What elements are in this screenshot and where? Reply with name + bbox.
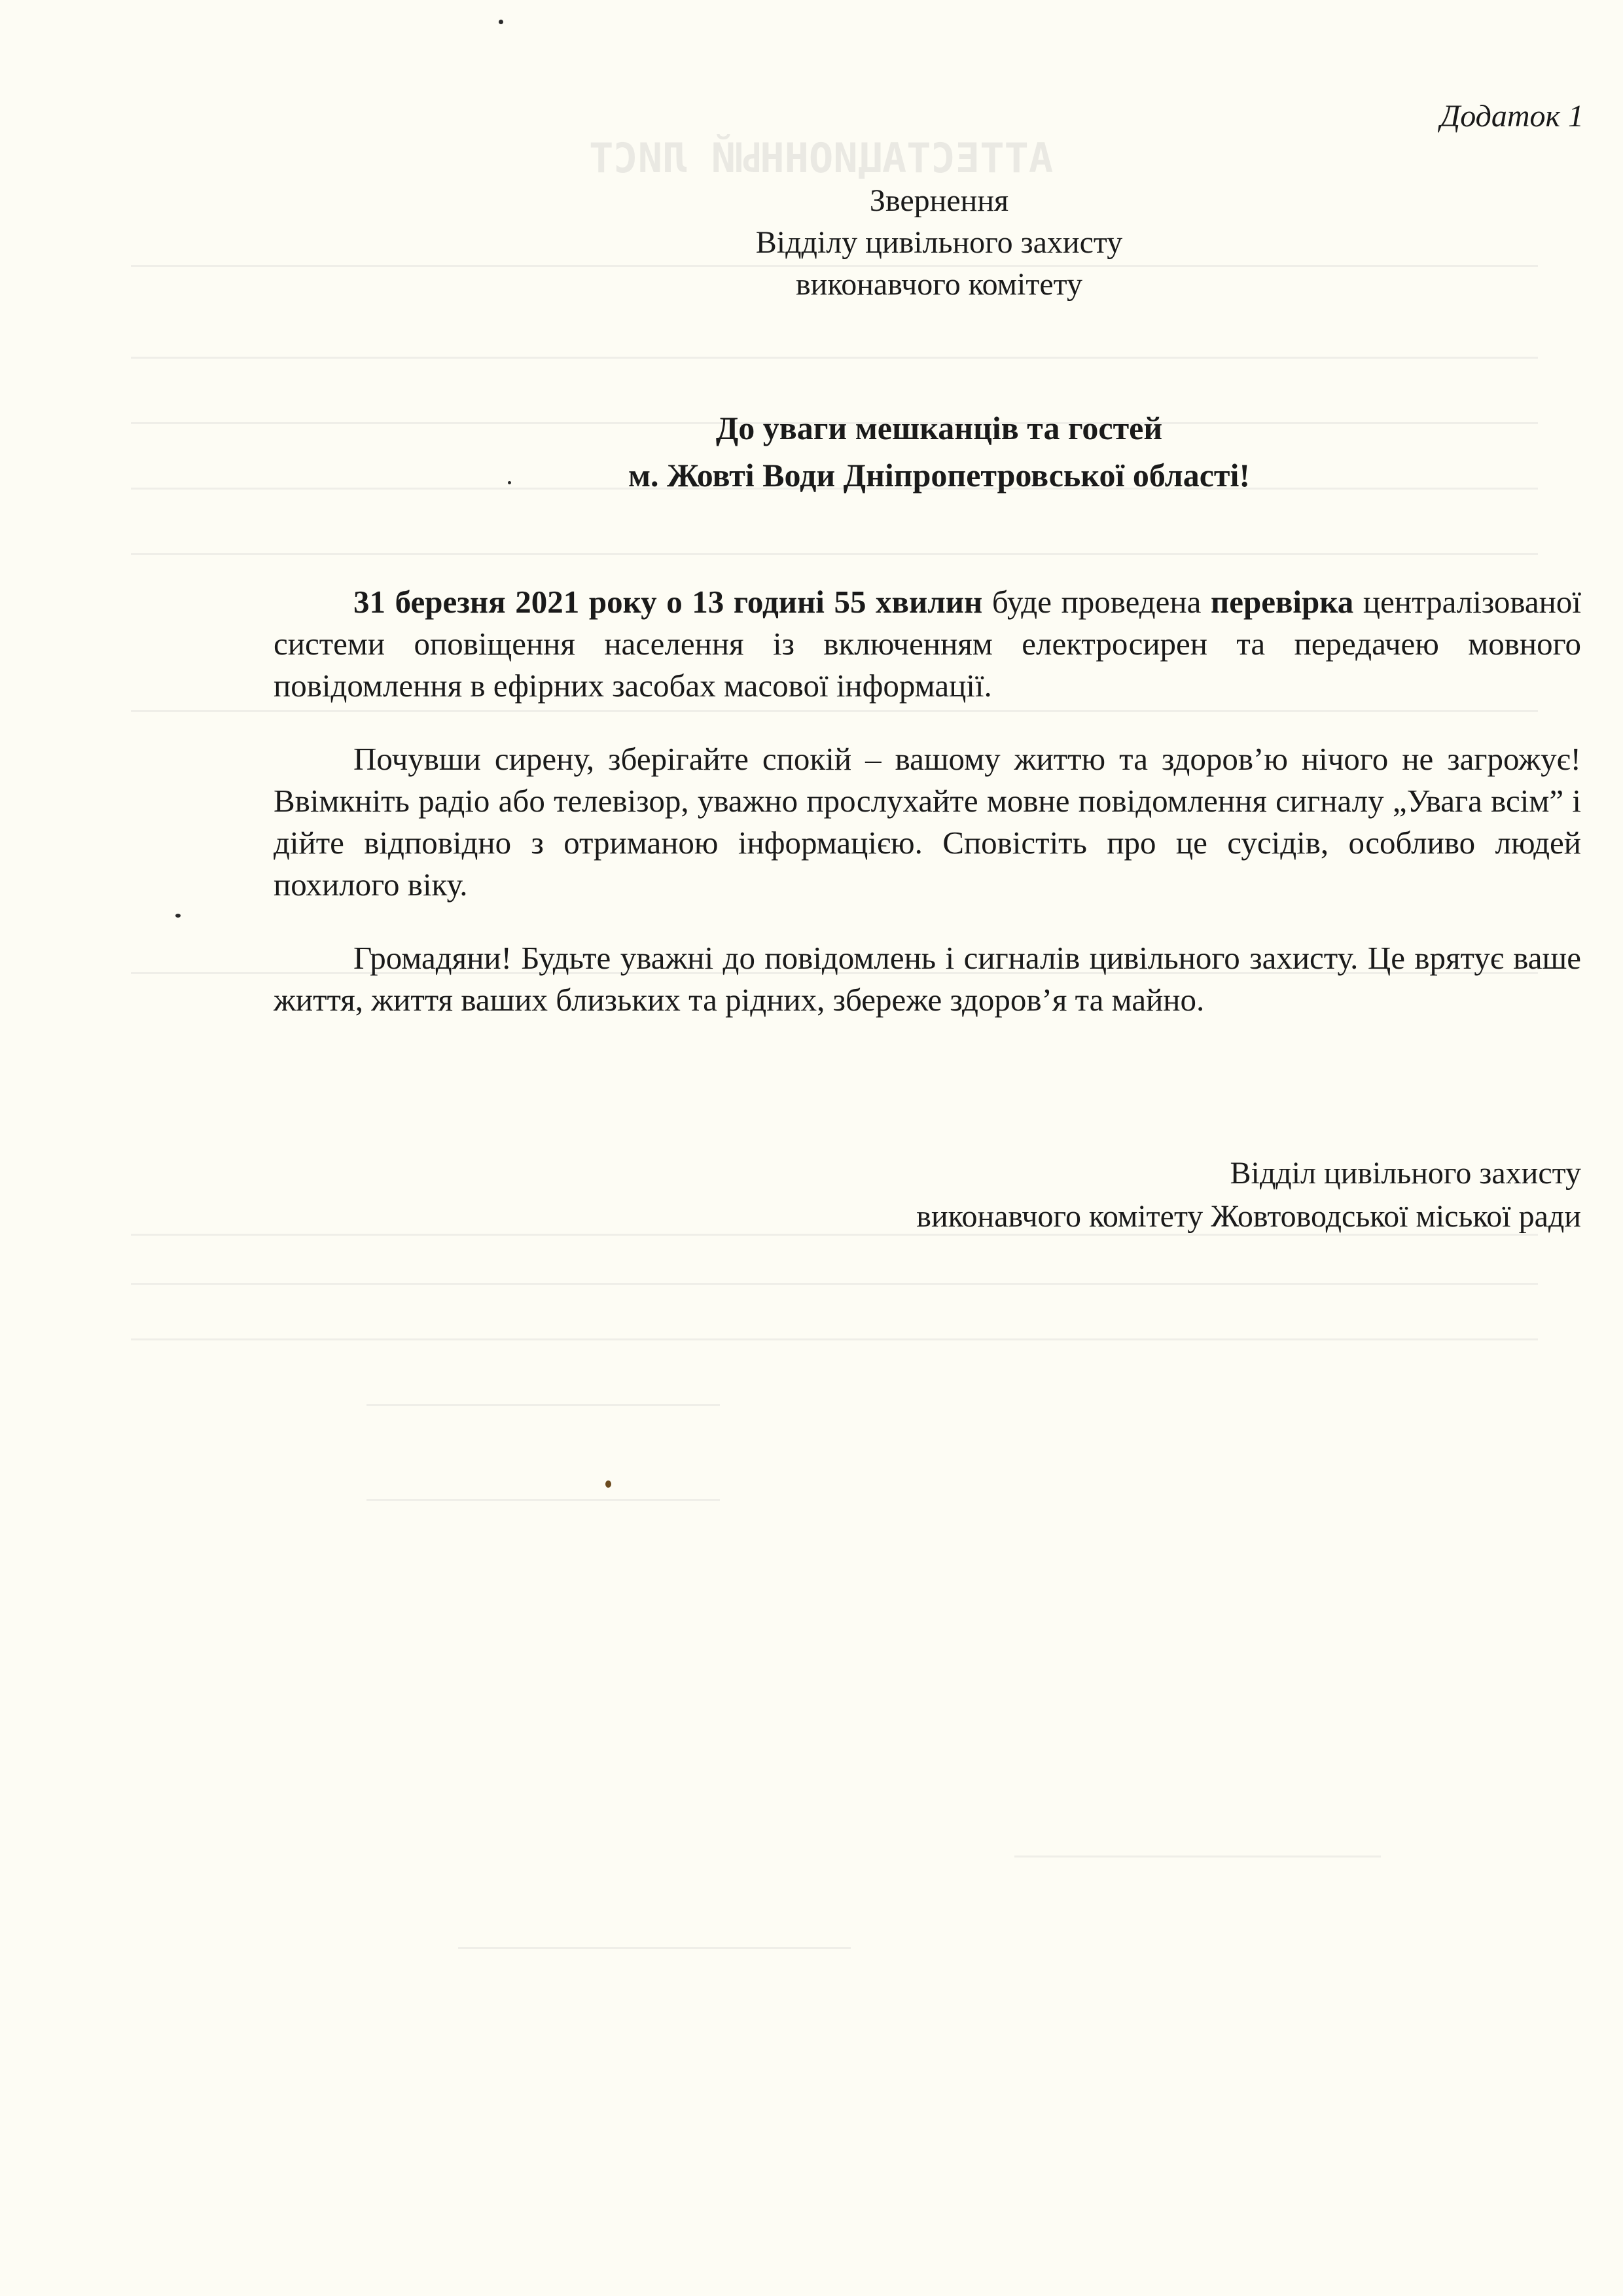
paragraph-appeal: Громадяни! Будьте уважні до повідомлень і сигналів цивільного захисту. Це врятує ваше життя, життя ваших близьких та рідних, збереже здоров’я та майно. [274,940,1581,1018]
addendum-label: Додаток 1 [1440,99,1584,134]
paragraph-siren-check [274,581,1581,707]
scan-speck [175,914,181,918]
ghost-rule [366,1499,720,1501]
ghost-rule [131,553,1538,555]
signature-line: Відділ цивільного захисту [1230,1156,1581,1191]
announcement-body [274,581,1581,1052]
paragraph-text: буде проведена [982,584,1211,620]
signature-block [916,1152,1581,1238]
ghost-rule [366,1404,720,1406]
ghost-rule [458,1947,851,1949]
ghost-form-title: АТТЕСТАЦИОННЫЙ ЛИСТ [589,134,1054,182]
appeal-header-line: Звернення [869,183,1009,218]
attention-heading-line: м. Жовті Води Дніпропетровської області! [628,457,1251,493]
ghost-rule [1014,1856,1381,1857]
scan-speck [605,1480,611,1488]
appeal-header-line: виконавчого комітету [796,267,1082,302]
ghost-rule [131,1338,1538,1340]
attention-heading [406,404,1472,499]
appeal-header [517,180,1361,306]
paragraph-text: централізованої системи оповіщення населення із включенням електросирен та передачею мовного повідомлення в ефірних засобах масової інформації. [274,584,1581,704]
ghost-rule [131,357,1538,359]
attention-heading-line: До уваги мешканців та гостей [715,410,1163,446]
scan-speck [499,20,503,24]
check-date-time: 31 березня 2021 року о 13 годині 55 хвилин [353,584,983,620]
check-word: перевірка [1210,584,1354,620]
appeal-header-line: Відділу цивільного захисту [755,225,1123,260]
signature-line: виконавчого комітету Жовтоводської міської ради [916,1199,1581,1234]
ghost-rule [131,1283,1538,1285]
paragraph-instructions: Почувши сирену, зберігайте спокій – вашому життю та здоров’ю нічого не загрожує! Ввімкніть радіо або телевізор, уважно прослухайте мовне повідомлення сигналу „Увага всім” і дійте відповідно з отриманою інформацією. Сповістіть про це сусідів, особливо людей похилого віку. [274,741,1581,903]
